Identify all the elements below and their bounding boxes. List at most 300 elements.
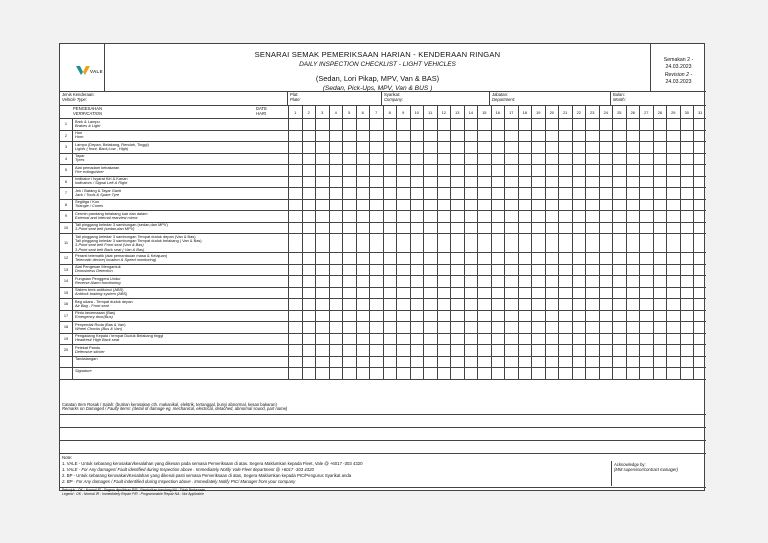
check-cell[interactable]	[437, 131, 451, 142]
check-cell[interactable]	[504, 265, 518, 276]
check-cell[interactable]	[383, 154, 397, 165]
check-cell[interactable]	[437, 322, 451, 333]
check-cell[interactable]	[302, 165, 316, 176]
check-cell[interactable]	[383, 357, 397, 368]
check-cell[interactable]	[585, 131, 599, 142]
check-cell[interactable]	[545, 165, 559, 176]
check-cell[interactable]	[572, 265, 586, 276]
check-cell[interactable]	[423, 276, 437, 287]
check-cell[interactable]	[545, 234, 559, 252]
check-cell[interactable]	[410, 142, 424, 153]
check-cell[interactable]	[612, 311, 626, 322]
check-cell[interactable]	[666, 119, 680, 130]
check-cell[interactable]	[599, 234, 613, 252]
check-cell[interactable]	[342, 345, 356, 356]
check-cell[interactable]	[680, 253, 694, 264]
check-cell[interactable]	[342, 322, 356, 333]
check-cell[interactable]	[477, 288, 491, 299]
check-cell[interactable]	[342, 299, 356, 310]
check-cell[interactable]	[653, 154, 667, 165]
check-cell[interactable]	[477, 177, 491, 188]
check-cell[interactable]	[558, 131, 572, 142]
check-cell[interactable]	[329, 131, 343, 142]
check-cell[interactable]	[383, 322, 397, 333]
check-cell[interactable]	[288, 154, 302, 165]
check-cell[interactable]	[437, 311, 451, 322]
check-cell[interactable]	[518, 368, 532, 379]
check-cell[interactable]	[572, 154, 586, 165]
check-cell[interactable]	[477, 211, 491, 222]
check-cell[interactable]	[302, 299, 316, 310]
check-cell[interactable]	[585, 357, 599, 368]
check-cell[interactable]	[693, 211, 707, 222]
check-cell[interactable]	[572, 368, 586, 379]
check-cell[interactable]	[396, 211, 410, 222]
check-cell[interactable]	[585, 288, 599, 299]
check-cell[interactable]	[491, 200, 505, 211]
check-cell[interactable]	[302, 200, 316, 211]
check-cell[interactable]	[423, 265, 437, 276]
check-cell[interactable]	[680, 288, 694, 299]
check-cell[interactable]	[666, 131, 680, 142]
check-cell[interactable]	[693, 200, 707, 211]
check-cell[interactable]	[558, 288, 572, 299]
check-cell[interactable]	[545, 368, 559, 379]
check-cell[interactable]	[531, 234, 545, 252]
check-cell[interactable]	[464, 311, 478, 322]
check-cell[interactable]	[450, 299, 464, 310]
check-cell[interactable]	[531, 223, 545, 234]
check-cell[interactable]	[518, 165, 532, 176]
check-cell[interactable]	[531, 154, 545, 165]
check-cell[interactable]	[599, 299, 613, 310]
check-cell[interactable]	[450, 357, 464, 368]
check-cell[interactable]	[693, 345, 707, 356]
check-cell[interactable]	[356, 200, 370, 211]
check-cell[interactable]	[599, 311, 613, 322]
check-cell[interactable]	[572, 322, 586, 333]
check-cell[interactable]	[558, 211, 572, 222]
check-cell[interactable]	[383, 234, 397, 252]
check-cell[interactable]	[369, 165, 383, 176]
check-cell[interactable]	[437, 357, 451, 368]
check-cell[interactable]	[518, 299, 532, 310]
check-cell[interactable]	[626, 299, 640, 310]
check-cell[interactable]	[639, 288, 653, 299]
check-cell[interactable]	[491, 357, 505, 368]
check-cell[interactable]	[639, 223, 653, 234]
check-cell[interactable]	[653, 299, 667, 310]
check-cell[interactable]	[693, 253, 707, 264]
check-cell[interactable]	[342, 311, 356, 322]
check-cell[interactable]	[572, 142, 586, 153]
check-cell[interactable]	[315, 345, 329, 356]
check-cell[interactable]	[612, 234, 626, 252]
check-cell[interactable]	[666, 200, 680, 211]
check-cell[interactable]	[315, 253, 329, 264]
check-cell[interactable]	[342, 211, 356, 222]
check-cell[interactable]	[693, 188, 707, 199]
check-cell[interactable]	[464, 345, 478, 356]
check-cell[interactable]	[329, 119, 343, 130]
check-cell[interactable]	[518, 223, 532, 234]
check-cell[interactable]	[612, 253, 626, 264]
check-cell[interactable]	[639, 345, 653, 356]
check-cell[interactable]	[693, 165, 707, 176]
check-cell[interactable]	[666, 299, 680, 310]
check-cell[interactable]	[410, 165, 424, 176]
check-cell[interactable]	[464, 288, 478, 299]
check-cell[interactable]	[626, 131, 640, 142]
check-cell[interactable]	[369, 322, 383, 333]
check-cell[interactable]	[302, 276, 316, 287]
check-cell[interactable]	[464, 200, 478, 211]
check-cell[interactable]	[666, 288, 680, 299]
check-cell[interactable]	[477, 334, 491, 345]
check-cell[interactable]	[653, 211, 667, 222]
check-cell[interactable]	[464, 223, 478, 234]
check-cell[interactable]	[396, 188, 410, 199]
check-cell[interactable]	[680, 334, 694, 345]
check-cell[interactable]	[356, 334, 370, 345]
check-cell[interactable]	[585, 276, 599, 287]
check-cell[interactable]	[288, 119, 302, 130]
check-cell[interactable]	[693, 131, 707, 142]
check-cell[interactable]	[504, 368, 518, 379]
check-cell[interactable]	[464, 154, 478, 165]
check-cell[interactable]	[599, 188, 613, 199]
check-cell[interactable]	[626, 322, 640, 333]
check-cell[interactable]	[477, 345, 491, 356]
check-cell[interactable]	[504, 311, 518, 322]
check-cell[interactable]	[653, 165, 667, 176]
check-cell[interactable]	[383, 265, 397, 276]
check-cell[interactable]	[491, 299, 505, 310]
check-cell[interactable]	[450, 131, 464, 142]
check-cell[interactable]	[518, 288, 532, 299]
check-cell[interactable]	[288, 200, 302, 211]
check-cell[interactable]	[599, 177, 613, 188]
check-cell[interactable]	[342, 265, 356, 276]
check-cell[interactable]	[599, 276, 613, 287]
check-cell[interactable]	[288, 345, 302, 356]
check-cell[interactable]	[342, 200, 356, 211]
check-cell[interactable]	[504, 345, 518, 356]
vehicle-type-field[interactable]	[60, 92, 288, 106]
check-cell[interactable]	[342, 188, 356, 199]
check-cell[interactable]	[491, 142, 505, 153]
check-cell[interactable]	[491, 253, 505, 264]
check-cell[interactable]	[693, 368, 707, 379]
check-cell[interactable]	[423, 322, 437, 333]
check-cell[interactable]	[545, 253, 559, 264]
check-cell[interactable]	[558, 345, 572, 356]
check-cell[interactable]	[612, 288, 626, 299]
check-cell[interactable]	[585, 223, 599, 234]
check-cell[interactable]	[329, 345, 343, 356]
check-cell[interactable]	[504, 177, 518, 188]
check-cell[interactable]	[383, 276, 397, 287]
check-cell[interactable]	[612, 131, 626, 142]
check-cell[interactable]	[477, 311, 491, 322]
check-cell[interactable]	[666, 211, 680, 222]
check-cell[interactable]	[666, 368, 680, 379]
check-cell[interactable]	[369, 211, 383, 222]
check-cell[interactable]	[437, 200, 451, 211]
check-cell[interactable]	[396, 200, 410, 211]
check-cell[interactable]	[315, 119, 329, 130]
check-cell[interactable]	[329, 322, 343, 333]
check-cell[interactable]	[450, 322, 464, 333]
check-cell[interactable]	[680, 276, 694, 287]
check-cell[interactable]	[315, 188, 329, 199]
check-cell[interactable]	[315, 288, 329, 299]
check-cell[interactable]	[572, 165, 586, 176]
check-cell[interactable]	[423, 345, 437, 356]
check-cell[interactable]	[545, 131, 559, 142]
check-cell[interactable]	[464, 322, 478, 333]
check-cell[interactable]	[315, 177, 329, 188]
check-cell[interactable]	[396, 165, 410, 176]
check-cell[interactable]	[369, 234, 383, 252]
check-cell[interactable]	[666, 322, 680, 333]
check-cell[interactable]	[599, 131, 613, 142]
check-cell[interactable]	[329, 154, 343, 165]
check-cell[interactable]	[612, 188, 626, 199]
check-cell[interactable]	[396, 223, 410, 234]
check-cell[interactable]	[437, 177, 451, 188]
check-cell[interactable]	[504, 357, 518, 368]
check-cell[interactable]	[356, 211, 370, 222]
check-cell[interactable]	[477, 276, 491, 287]
check-cell[interactable]	[477, 200, 491, 211]
check-cell[interactable]	[693, 223, 707, 234]
check-cell[interactable]	[423, 334, 437, 345]
check-cell[interactable]	[356, 253, 370, 264]
check-cell[interactable]	[531, 276, 545, 287]
check-cell[interactable]	[491, 334, 505, 345]
check-cell[interactable]	[626, 357, 640, 368]
check-cell[interactable]	[518, 334, 532, 345]
check-cell[interactable]	[612, 322, 626, 333]
check-cell[interactable]	[302, 311, 316, 322]
check-cell[interactable]	[329, 311, 343, 322]
check-cell[interactable]	[383, 311, 397, 322]
check-cell[interactable]	[491, 131, 505, 142]
check-cell[interactable]	[315, 357, 329, 368]
check-cell[interactable]	[450, 334, 464, 345]
check-cell[interactable]	[572, 253, 586, 264]
check-cell[interactable]	[612, 154, 626, 165]
check-cell[interactable]	[518, 345, 532, 356]
check-cell[interactable]	[450, 253, 464, 264]
check-cell[interactable]	[545, 142, 559, 153]
check-cell[interactable]	[653, 357, 667, 368]
check-cell[interactable]	[356, 345, 370, 356]
check-cell[interactable]	[369, 345, 383, 356]
check-cell[interactable]	[356, 131, 370, 142]
check-cell[interactable]	[491, 119, 505, 130]
check-cell[interactable]	[315, 154, 329, 165]
check-cell[interactable]	[518, 276, 532, 287]
check-cell[interactable]	[531, 211, 545, 222]
check-cell[interactable]	[477, 142, 491, 153]
check-cell[interactable]	[302, 345, 316, 356]
check-cell[interactable]	[423, 177, 437, 188]
check-cell[interactable]	[531, 345, 545, 356]
check-cell[interactable]	[491, 368, 505, 379]
check-cell[interactable]	[423, 288, 437, 299]
check-cell[interactable]	[491, 211, 505, 222]
check-cell[interactable]	[437, 165, 451, 176]
check-cell[interactable]	[369, 265, 383, 276]
check-cell[interactable]	[464, 188, 478, 199]
check-cell[interactable]	[545, 265, 559, 276]
check-cell[interactable]	[558, 299, 572, 310]
check-cell[interactable]	[383, 211, 397, 222]
check-cell[interactable]	[383, 345, 397, 356]
check-cell[interactable]	[450, 223, 464, 234]
check-cell[interactable]	[410, 288, 424, 299]
check-cell[interactable]	[599, 288, 613, 299]
check-cell[interactable]	[396, 311, 410, 322]
check-cell[interactable]	[653, 119, 667, 130]
check-cell[interactable]	[693, 288, 707, 299]
check-cell[interactable]	[423, 188, 437, 199]
check-cell[interactable]	[383, 288, 397, 299]
check-cell[interactable]	[612, 119, 626, 130]
check-cell[interactable]	[315, 334, 329, 345]
check-cell[interactable]	[315, 142, 329, 153]
check-cell[interactable]	[518, 253, 532, 264]
check-cell[interactable]	[477, 131, 491, 142]
check-cell[interactable]	[342, 154, 356, 165]
check-cell[interactable]	[302, 223, 316, 234]
check-cell[interactable]	[626, 223, 640, 234]
check-cell[interactable]	[653, 345, 667, 356]
check-cell[interactable]	[288, 288, 302, 299]
check-cell[interactable]	[531, 265, 545, 276]
check-cell[interactable]	[599, 165, 613, 176]
check-cell[interactable]	[585, 345, 599, 356]
check-cell[interactable]	[369, 154, 383, 165]
check-cell[interactable]	[612, 200, 626, 211]
check-cell[interactable]	[329, 334, 343, 345]
check-cell[interactable]	[383, 177, 397, 188]
check-cell[interactable]	[288, 322, 302, 333]
check-cell[interactable]	[369, 357, 383, 368]
check-cell[interactable]	[356, 357, 370, 368]
check-cell[interactable]	[639, 322, 653, 333]
check-cell[interactable]	[491, 288, 505, 299]
check-cell[interactable]	[288, 357, 302, 368]
check-cell[interactable]	[329, 211, 343, 222]
check-cell[interactable]	[680, 119, 694, 130]
check-cell[interactable]	[423, 200, 437, 211]
check-cell[interactable]	[626, 200, 640, 211]
check-cell[interactable]	[464, 368, 478, 379]
check-cell[interactable]	[329, 288, 343, 299]
check-cell[interactable]	[315, 299, 329, 310]
check-cell[interactable]	[558, 200, 572, 211]
check-cell[interactable]	[369, 288, 383, 299]
check-cell[interactable]	[356, 311, 370, 322]
check-cell[interactable]	[396, 119, 410, 130]
check-cell[interactable]	[491, 311, 505, 322]
check-cell[interactable]	[396, 322, 410, 333]
check-cell[interactable]	[693, 234, 707, 252]
check-cell[interactable]	[477, 234, 491, 252]
check-cell[interactable]	[653, 131, 667, 142]
check-cell[interactable]	[653, 234, 667, 252]
check-cell[interactable]	[464, 265, 478, 276]
check-cell[interactable]	[612, 368, 626, 379]
check-cell[interactable]	[639, 234, 653, 252]
check-cell[interactable]	[288, 223, 302, 234]
check-cell[interactable]	[612, 177, 626, 188]
check-cell[interactable]	[653, 311, 667, 322]
check-cell[interactable]	[410, 345, 424, 356]
check-cell[interactable]	[545, 288, 559, 299]
company-field[interactable]	[382, 92, 490, 106]
check-cell[interactable]	[531, 131, 545, 142]
check-cell[interactable]	[356, 142, 370, 153]
check-cell[interactable]	[383, 299, 397, 310]
check-cell[interactable]	[693, 299, 707, 310]
check-cell[interactable]	[626, 276, 640, 287]
check-cell[interactable]	[464, 299, 478, 310]
check-cell[interactable]	[612, 165, 626, 176]
check-cell[interactable]	[356, 234, 370, 252]
check-cell[interactable]	[558, 188, 572, 199]
check-cell[interactable]	[383, 223, 397, 234]
check-cell[interactable]	[288, 188, 302, 199]
check-cell[interactable]	[288, 334, 302, 345]
check-cell[interactable]	[639, 368, 653, 379]
check-cell[interactable]	[666, 223, 680, 234]
check-cell[interactable]	[450, 311, 464, 322]
check-cell[interactable]	[518, 142, 532, 153]
check-cell[interactable]	[585, 334, 599, 345]
check-cell[interactable]	[653, 200, 667, 211]
check-cell[interactable]	[410, 154, 424, 165]
check-cell[interactable]	[531, 119, 545, 130]
check-cell[interactable]	[545, 200, 559, 211]
check-cell[interactable]	[585, 265, 599, 276]
check-cell[interactable]	[504, 276, 518, 287]
check-cell[interactable]	[450, 345, 464, 356]
check-cell[interactable]	[504, 119, 518, 130]
check-cell[interactable]	[653, 177, 667, 188]
check-cell[interactable]	[626, 265, 640, 276]
check-cell[interactable]	[518, 119, 532, 130]
check-cell[interactable]	[612, 345, 626, 356]
check-cell[interactable]	[680, 131, 694, 142]
month-field[interactable]	[611, 92, 706, 106]
check-cell[interactable]	[680, 234, 694, 252]
check-cell[interactable]	[626, 177, 640, 188]
check-cell[interactable]	[342, 334, 356, 345]
check-cell[interactable]	[680, 142, 694, 153]
check-cell[interactable]	[464, 177, 478, 188]
check-cell[interactable]	[626, 345, 640, 356]
check-cell[interactable]	[329, 357, 343, 368]
check-cell[interactable]	[315, 234, 329, 252]
check-cell[interactable]	[639, 200, 653, 211]
check-cell[interactable]	[396, 334, 410, 345]
check-cell[interactable]	[437, 288, 451, 299]
check-cell[interactable]	[315, 265, 329, 276]
